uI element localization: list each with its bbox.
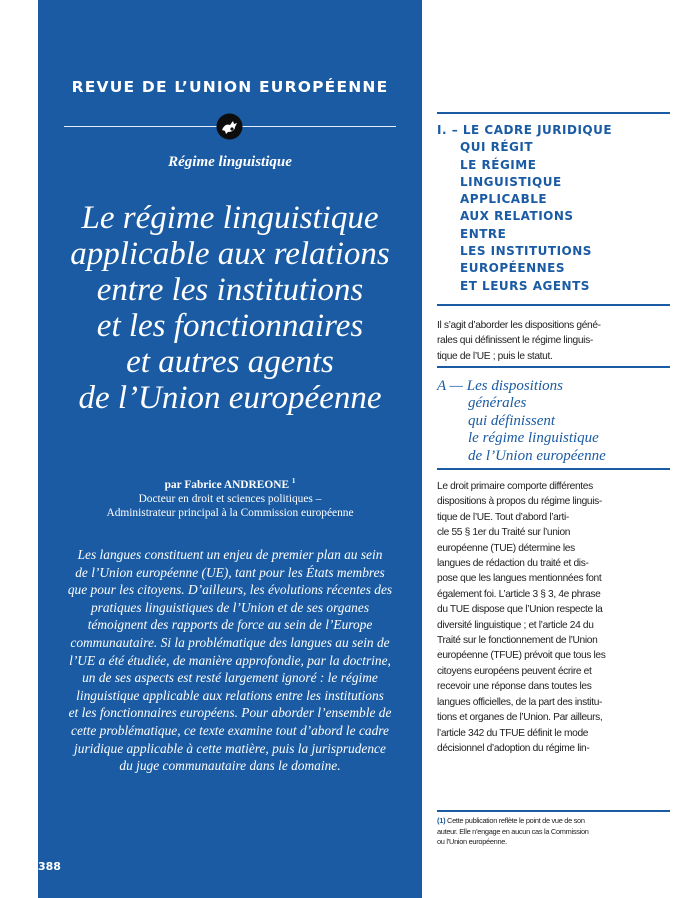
author-block: [38, 474, 422, 520]
footnote-rule: [437, 810, 670, 812]
author-role-line: Docteur en droit et sciences politiques –: [138, 492, 322, 505]
section-label: Régime linguistique: [168, 154, 292, 170]
footnote: (1) Cette publication reflète le point de vue de son auteur. Elle n’engage en aucun cas la Commission ou l’Union européenne.: [437, 816, 589, 846]
article-title: Le régime linguistique applicable aux relations entre les institutions et les fonctionnaires et autres agents de l’Union européenne: [70, 200, 390, 416]
author-role-line: Administrateur principal à la Commission européenne: [106, 506, 354, 519]
europa-bull-emblem-icon: [216, 113, 243, 140]
subsection-heading-a: A — Les dispositions générales qui définissent le régime linguistique de l’Union européenne: [437, 378, 606, 464]
intro-paragraph: Il s’agit d’aborder les dispositions géné- rales qui définissent le régime linguis- tique de l’UE ; puis le statut.: [437, 320, 601, 362]
section-heading-i: I. – LE CADRE JURIDIQUE QUI RÉGIT LE RÉGIME LINGUISTIQUE APPLICABLE AUX RELATIONS ENTRE LES INSTITUTIONS EUROPÉENNES ET LEURS AGENTS: [437, 123, 613, 293]
author-name: par Fabrice ANDREONE $^1$: [164, 477, 296, 491]
heading-rule-top: [437, 112, 670, 114]
page-number: 388: [38, 860, 61, 873]
footnote-mark: (1): [437, 816, 446, 825]
subheading-rule-top: [437, 366, 670, 368]
body-paragraph: Le droit primaire comporte différentes dispositions à propos du régime linguis- tique de l’UE. Tout d’abord l’arti- cle 55 § 1er du Traité sur l’union européenne (TUE) détermine les langues de rédaction du traité et dis- pose que les langues mentionnées font également foi. L’article 3 § 3, 4e phrase du TUE dispose que l’Union respecte la diversité linguistique ; et l’article 24 du Traité sur le fonctionnement de l’Union européenne (TFUE) prévoit que tous les citoyens européens peuvent écrire et recevoir une réponse dans toutes les langues officielles, de la part des institu- tions et organes de l’Union. Par ailleurs, l’article 342 du TFUE définit le mode décisionnel d’adoption du régime lin-: [437, 481, 606, 754]
journal-title: REVUE DE L’UNION EUROPÉENNE: [71, 78, 389, 96]
divider-right: [239, 126, 396, 127]
divider-left: [64, 126, 221, 127]
subheading-rule-bottom: [437, 468, 670, 470]
abstract: Les langues constituent un enjeu de premier plan au sein de l’Union européenne (UE), tant pour les États membres que pour les citoyens. D’ailleurs, les évolutions récentes des pratiques linguistiques de l’Union et de ses organes témoignent des rapports de force au sein de l’Europe communautaire. Si la problématique des langues au sein de l’UE a été étudiée, de manière approfondie, par la doctrine, un de ses aspects est resté largement ignoré : le régime linguistique applicable aux relations entre les institutions et les fonctionnaires européens. Pour aborder l’ensemble de cette problématique, ce texte examine tout d’abord le cadre juridique applicable à cette matière, puis la jurisprudence du juge communautaire dans le domaine.: [67, 547, 393, 774]
heading-rule-bottom: [437, 304, 670, 306]
cover-panel: [38, 0, 422, 898]
